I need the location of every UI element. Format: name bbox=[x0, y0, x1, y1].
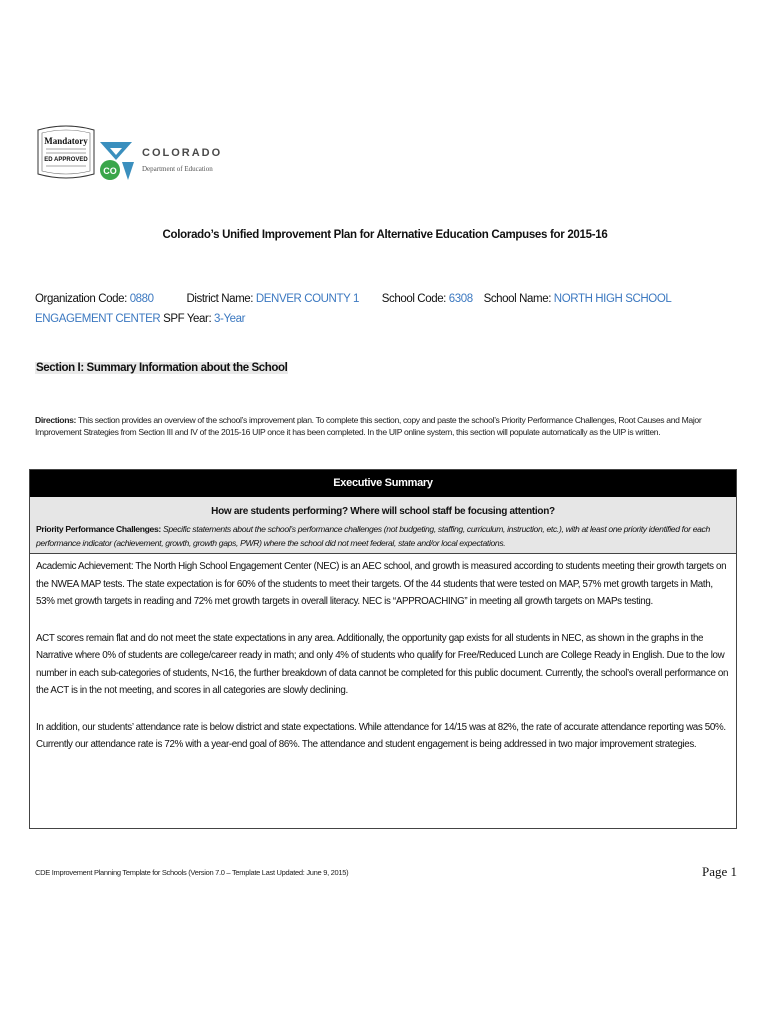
summary-paragraph: ACT scores remain flat and do not meet the state expectations in any area. Additionally, the opportunity gap exists for all students in NEC, as shown in the graphs in the Narrative where 0% of students are college/career ready in math; and only 4% of students who qualify for Free/Reduced Lunch are College Ready in English. Due to the low number in each sub-categories of students, N<16, the further breakdown of data cannot be completed for this public document. Currently, the school’s overall performance on the ACT is in the not meeting, and scores in all categories are slowly declining. bbox=[36, 632, 729, 696]
ppc-label: Priority Performance Challenges: bbox=[36, 524, 161, 534]
summary-paragraph: In addition, our students’ attendance rate is below district and state expectations. While attendance for 14/15 was at 82%, the rate of accurate attendance reporting was 50%. Currently our attendance rate is 72% with a year-end goal of 86%. The attendance and student engagement is being addressed in two major improvement strategies. bbox=[36, 721, 726, 750]
directions-label: Directions: bbox=[35, 415, 77, 425]
executive-summary-table bbox=[29, 469, 737, 829]
department-wordmark: Department of Education bbox=[142, 165, 213, 173]
spf-year-value: 3-Year bbox=[214, 313, 246, 325]
executive-summary-body bbox=[30, 554, 736, 754]
footer-template-note: CDE Improvement Planning Template for Schools (Version 7.0 – Template Last Updated: June 9, 2015) bbox=[35, 868, 349, 877]
summary-paragraph: Academic Achievement: The North High School Engagement Center (NEC) is an AEC school, and growth is measured according to students meeting their growth targets on the NWEA MAP tests. The state expectation is for 60% of the students to meet their targets. Of the 44 students that were tested on MAP, 57% met growth targets in Math, 53% met growth targets in reading and 72% met growth targets in overall literacy. NEC is “APPROACHING” in meeting all growth targets on MAPs testing. bbox=[36, 561, 727, 607]
spf-year-label: SPF Year: bbox=[163, 313, 212, 325]
org-code-value: 0880 bbox=[129, 293, 154, 305]
priority-performance-challenges-prompt bbox=[30, 521, 736, 554]
school-code-value: 6308 bbox=[448, 293, 473, 305]
svg-text:ED APPROVED: ED APPROVED bbox=[44, 157, 88, 163]
executive-summary-header: Executive Summary bbox=[30, 470, 736, 497]
directions-text bbox=[35, 414, 735, 438]
school-name-label: School Name: bbox=[483, 293, 551, 305]
document-title: Colorado’s Unified Improvement Plan for Alternative Education Campuses for 2015-16 bbox=[162, 229, 608, 241]
colorado-wordmark: COLORADO bbox=[142, 147, 223, 159]
executive-summary-question: How are students performing? Where will school staff be focusing attention? bbox=[30, 497, 736, 521]
page-number: Page 1 bbox=[702, 864, 738, 879]
ppc-description: Specific statements about the school’s performance challenges (not budgeting, staffing, curriculum, instruction, etc.), with at least one priority identified for each performance indicator (achievement, growth, growth gaps, PWR) where the school did not meet federal, state and/or local expectations. bbox=[36, 524, 710, 548]
organization-info-line bbox=[35, 289, 740, 329]
school-code-label: School Code: bbox=[381, 293, 446, 305]
org-code-label: Organization Code: bbox=[35, 293, 127, 305]
svg-text:CO: CO bbox=[103, 166, 117, 176]
mandatory-stamp-logo bbox=[34, 124, 98, 180]
directions-body: This section provides an overview of the school’s improvement plan. To complete this section, copy and paste the school’s Priority Performance Challenges, Root Causes and Major Improvement Strategies from Section III and IV of the 2015-16 UIP once it has been completed. In the UIP online system, this section will populate automatically as the UIP is written. bbox=[35, 415, 702, 437]
svg-text:Mandatory: Mandatory bbox=[44, 136, 88, 146]
section-heading: Section I: Summary Information about the School bbox=[36, 362, 288, 374]
district-label: District Name: bbox=[186, 293, 254, 305]
district-value: DENVER COUNTY 1 bbox=[255, 293, 359, 305]
school-name-value: NORTH HIGH SCHOOL ENGAGEMENT CENTER bbox=[35, 293, 671, 325]
cde-mountain-logo bbox=[96, 140, 136, 184]
